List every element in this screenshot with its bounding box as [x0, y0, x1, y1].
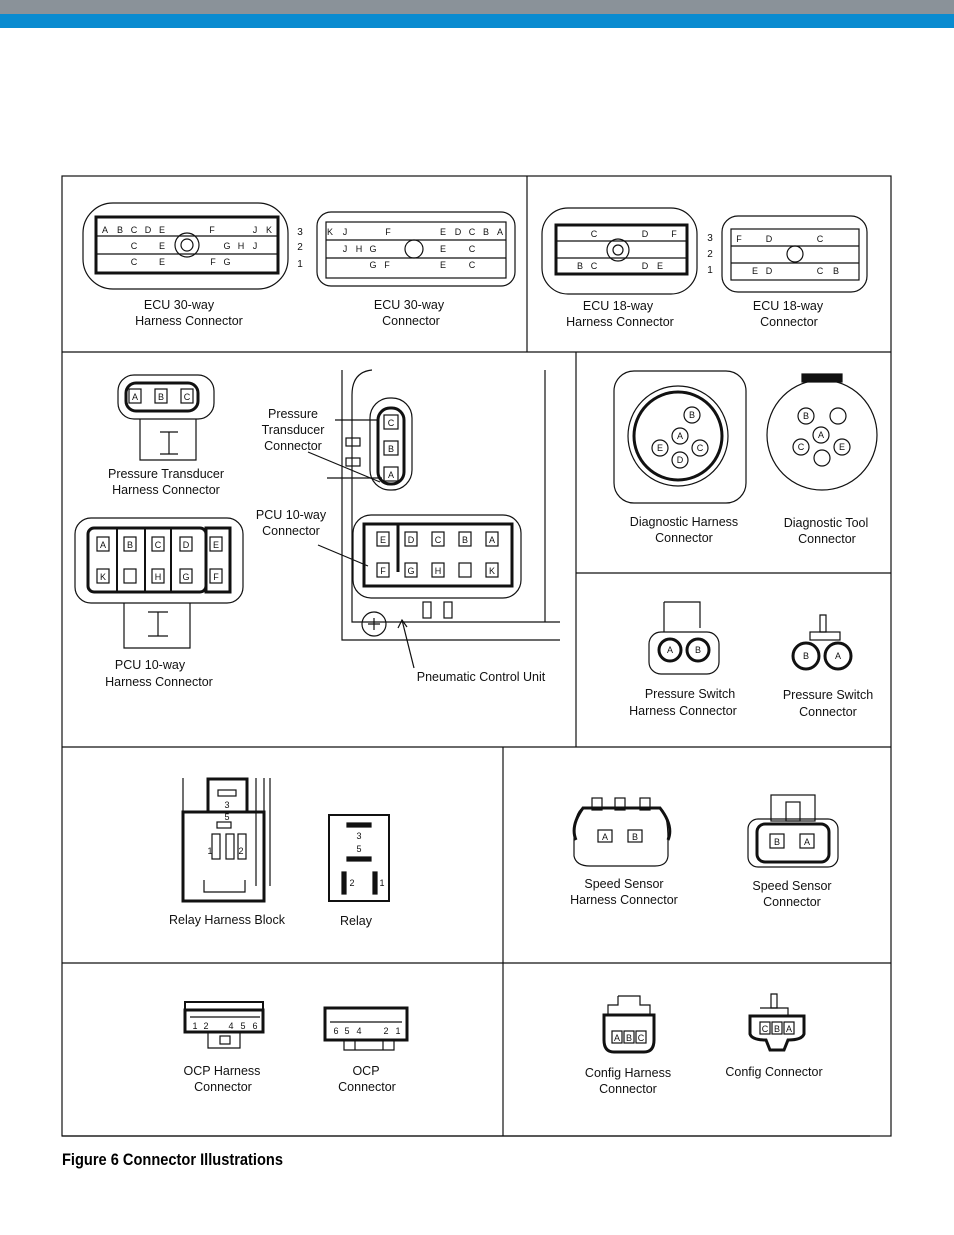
pcu-harness-drawing: [75, 518, 243, 648]
pin: 5: [224, 812, 230, 822]
pin: B: [126, 540, 134, 550]
pin: F: [210, 257, 216, 267]
pin: D: [676, 455, 684, 465]
pin: A: [601, 832, 609, 842]
pin: J: [342, 244, 348, 254]
pin: B: [157, 392, 165, 402]
pin: B: [625, 1033, 633, 1043]
ecu30-row-1: 1: [297, 259, 303, 270]
pin: D: [765, 234, 773, 244]
pt-harness-drawing: [118, 375, 214, 460]
pin: E: [656, 261, 664, 271]
pin: J: [342, 227, 348, 237]
pin: A: [803, 837, 811, 847]
pin: B: [482, 227, 490, 237]
pin: H: [154, 572, 162, 582]
diag-harness-label-1: Diagnostic Harness: [629, 515, 739, 529]
pcu-connector-label-2: Connector: [262, 524, 320, 538]
config-harness-drawing: [604, 996, 654, 1052]
ecu18-connector-label-1: ECU 18-way: [752, 299, 824, 313]
pin: B: [773, 1024, 781, 1034]
pin: 2: [203, 1021, 209, 1031]
pin: A: [785, 1024, 793, 1034]
pt-harness-label-2: Harness Connector: [112, 483, 220, 497]
pin: H: [434, 566, 442, 576]
pin: B: [773, 837, 781, 847]
pin: E: [158, 225, 166, 235]
pin: E: [158, 241, 166, 251]
pin: F: [213, 572, 219, 582]
pin: D: [182, 540, 190, 550]
pin: E: [751, 266, 759, 276]
pin: 2: [383, 1026, 389, 1036]
pin: A: [613, 1033, 621, 1043]
pin: D: [765, 266, 773, 276]
pin: G: [369, 260, 377, 270]
pin: E: [656, 443, 664, 453]
pin: D: [407, 535, 415, 545]
pin: A: [834, 651, 842, 661]
pin: C: [130, 257, 138, 267]
pin: C: [590, 229, 598, 239]
pin: A: [666, 645, 674, 655]
ecu30-row-3: 3: [297, 227, 303, 238]
config-connector-drawing: [750, 994, 804, 1050]
pin: J: [252, 241, 258, 251]
pin: D: [641, 261, 649, 271]
pin: B: [387, 444, 395, 454]
ecu18-harness-label-2: Harness Connector: [566, 315, 674, 329]
ecu30-harness-label-2: Harness Connector: [135, 314, 243, 328]
pin: G: [182, 572, 190, 582]
pin: K: [488, 566, 496, 576]
speed-connector-label-1: Speed Sensor: [752, 879, 832, 893]
relay-drawing: [329, 815, 389, 901]
pin: C: [130, 225, 138, 235]
speed-connector-drawing: [748, 795, 838, 867]
diag-tool-label-1: Diagnostic Tool: [783, 516, 869, 530]
pin: G: [407, 566, 415, 576]
pin: C: [761, 1024, 769, 1034]
pin: C: [468, 244, 476, 254]
pin: C: [468, 260, 476, 270]
pin: A: [817, 430, 825, 440]
pin: B: [631, 832, 639, 842]
pin: 2: [238, 846, 244, 856]
speed-connector-label-2: Connector: [763, 895, 821, 909]
pin: 3: [224, 800, 230, 810]
pin: K: [326, 227, 334, 237]
pin: A: [496, 227, 504, 237]
pin: 3: [356, 831, 362, 841]
pin: E: [439, 260, 447, 270]
pin: 1: [395, 1026, 401, 1036]
pin: F: [209, 225, 215, 235]
pneumatic-label: Pneumatic Control Unit: [416, 670, 546, 684]
pin: 1: [379, 878, 385, 888]
pin: E: [838, 442, 846, 452]
pin: C: [797, 442, 805, 452]
pin: B: [802, 651, 810, 661]
pin: 5: [356, 844, 362, 854]
pin: 1: [207, 846, 213, 856]
config-harness-label-1: Config Harness: [584, 1066, 672, 1080]
pin: 5: [344, 1026, 350, 1036]
pcu-connector-label-1: PCU 10-way: [255, 508, 327, 522]
pin: C: [637, 1033, 645, 1043]
pin: F: [671, 229, 677, 239]
pin: 4: [228, 1021, 234, 1031]
ecu18-harness-drawing: [542, 208, 697, 294]
pin: C: [387, 418, 395, 428]
pt-connector-label-1: Pressure: [267, 407, 319, 421]
config-harness-label-2: Connector: [599, 1082, 657, 1096]
pt-connector-label-3: Connector: [264, 439, 322, 453]
pin: D: [641, 229, 649, 239]
pin: B: [832, 266, 840, 276]
speed-harness-label-1: Speed Sensor: [584, 877, 664, 891]
pin: B: [576, 261, 584, 271]
pin: F: [385, 227, 391, 237]
ecu30-harness-label-1: ECU 30-way: [143, 298, 215, 312]
pin: C: [696, 443, 704, 453]
pin: C: [816, 234, 824, 244]
pin: C: [154, 540, 162, 550]
pt-harness-label-1: Pressure Transducer: [107, 467, 225, 481]
pt-connector-label-2: Transducer: [261, 423, 325, 437]
pin: K: [265, 225, 273, 235]
pin: F: [380, 566, 386, 576]
speed-harness-drawing: [574, 798, 670, 866]
ecu18-harness-label-1: ECU 18-way: [582, 299, 654, 313]
pcu-housing-drawing: [308, 370, 560, 668]
pin: G: [223, 257, 231, 267]
relay-block-label: Relay Harness Block: [168, 913, 286, 927]
ecu30-row-2: 2: [297, 242, 303, 253]
ocp-connector-label-2: Connector: [338, 1080, 396, 1094]
pin: A: [488, 535, 496, 545]
pin: 1: [192, 1021, 198, 1031]
ps-connector-drawing: [793, 615, 851, 669]
ecu18-row-1: 1: [707, 265, 713, 276]
ps-harness-label-2: Harness Connector: [629, 704, 737, 718]
ecu30-connector-label-1: ECU 30-way: [373, 298, 445, 312]
pin: B: [802, 411, 810, 421]
pin: 6: [252, 1021, 258, 1031]
pin: C: [130, 241, 138, 251]
pin: G: [223, 241, 231, 251]
pin: C: [590, 261, 598, 271]
pin: D: [454, 227, 462, 237]
ocp-harness-label-2: Connector: [194, 1080, 252, 1094]
pin: E: [212, 540, 220, 550]
diag-tool-label-2: Connector: [798, 532, 856, 546]
pin: C: [468, 227, 476, 237]
ecu18-connector-drawing: [722, 216, 867, 292]
pin: A: [99, 540, 107, 550]
ocp-connector-label-1: OCP: [352, 1064, 380, 1078]
pin: 2: [349, 878, 355, 888]
pin: C: [183, 392, 191, 402]
pin: A: [101, 225, 109, 235]
pin: D: [144, 225, 152, 235]
pin: K: [99, 572, 107, 582]
pin: B: [688, 410, 696, 420]
pin: 4: [356, 1026, 362, 1036]
pin: B: [694, 645, 702, 655]
diag-harness-label-2: Connector: [655, 531, 713, 545]
pcu-harness-label-2: Harness Connector: [105, 675, 213, 689]
figure-caption: Figure 6 Connector Illustrations: [62, 1150, 283, 1169]
relay-block-drawing: [183, 778, 270, 901]
pin: C: [816, 266, 824, 276]
pin: 6: [333, 1026, 339, 1036]
config-connector-label: Config Connector: [725, 1065, 823, 1079]
ecu30-connector-label-2: Connector: [382, 314, 440, 328]
pin: E: [158, 257, 166, 267]
pin: A: [676, 431, 684, 441]
ps-harness-label-1: Pressure Switch: [644, 687, 736, 701]
pin: E: [439, 227, 447, 237]
relay-label: Relay: [340, 914, 372, 928]
pin: B: [461, 535, 469, 545]
pin: H: [355, 244, 363, 254]
ecu30-harness-drawing: [83, 203, 288, 289]
ps-connector-label-1: Pressure Switch: [782, 688, 874, 702]
pin: E: [379, 535, 387, 545]
ecu18-row-2: 2: [707, 249, 713, 260]
pin: J: [252, 225, 258, 235]
pin: A: [131, 392, 139, 402]
ecu18-connector-label-2: Connector: [760, 315, 818, 329]
pin: A: [387, 470, 395, 480]
pin: B: [116, 225, 124, 235]
pin: F: [736, 234, 742, 244]
pin: H: [237, 241, 245, 251]
speed-harness-label-2: Harness Connector: [570, 893, 678, 907]
pcu-harness-label-1: PCU 10-way: [114, 658, 186, 672]
pin: C: [434, 535, 442, 545]
pin: 5: [240, 1021, 246, 1031]
pin: F: [384, 260, 390, 270]
ps-connector-label-2: Connector: [799, 705, 857, 719]
pin: G: [369, 244, 377, 254]
ecu18-row-3: 3: [707, 233, 713, 244]
pin: E: [439, 244, 447, 254]
ocp-harness-label-1: OCP Harness: [183, 1064, 261, 1078]
ps-harness-drawing: [649, 602, 719, 674]
